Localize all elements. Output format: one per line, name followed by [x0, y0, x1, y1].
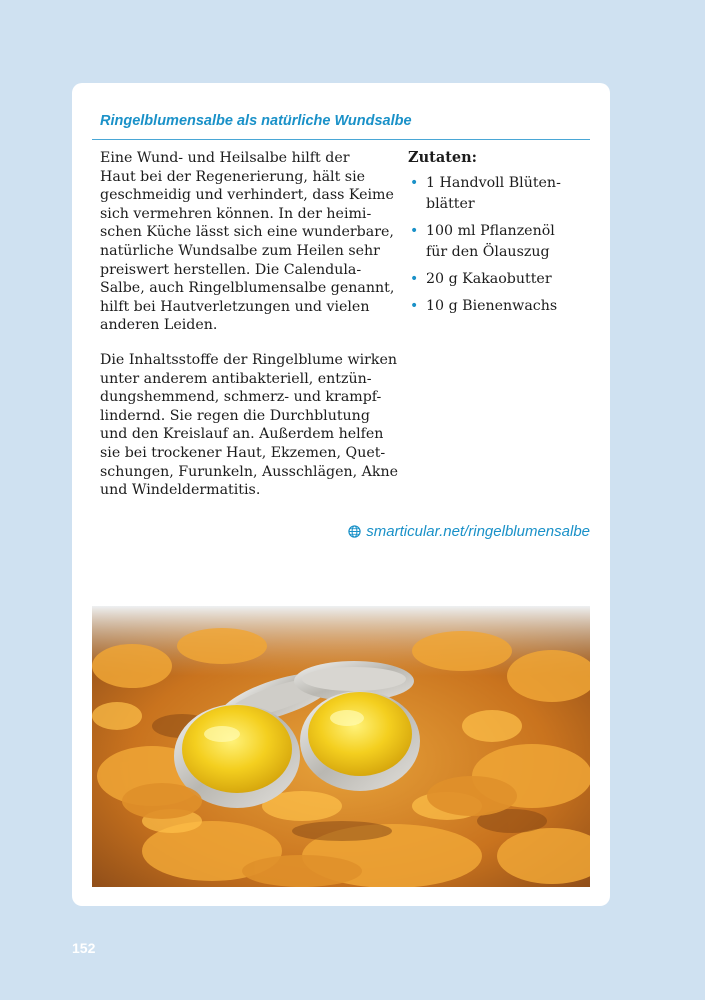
- bullet-icon: •: [410, 298, 419, 314]
- ingredients-title: Zutaten:: [408, 149, 478, 166]
- content-card: [72, 83, 610, 906]
- ingredients-box: [408, 149, 588, 323]
- ingredient-item: [408, 173, 588, 215]
- ingredient-label: 1 Handvoll Blüten- blätter: [426, 175, 561, 212]
- source-link[interactable]: [348, 523, 590, 540]
- body-paragraph-1: Eine Wund- und Heilsalbe hilft der Haut bei der Regenerierung, hält sie geschmeidig und verhindert, dass Keime sich vermehren können. In der heimi- schen Küche lässt sich eine wunderbare, natürliche Wundsalbe zum Heilen sehr preiswert herstellen. Die Calendula- Salbe, auch Ringelblumensalbe genannt, hilft bei Hautverletzungen und vielen anderen Leiden.: [100, 150, 395, 334]
- heading-divider: [92, 139, 590, 140]
- ingredient-label: 20 g Kakaobutter: [426, 271, 552, 287]
- body-text: [100, 149, 400, 516]
- ingredient-label: 100 ml Pflanzenöl für den Ölauszug: [426, 223, 555, 260]
- bullet-icon: •: [410, 271, 419, 287]
- ingredients-list: [408, 173, 588, 317]
- bullet-icon: •: [410, 175, 419, 191]
- globe-icon: [348, 525, 361, 538]
- bullet-icon: •: [410, 223, 419, 239]
- source-link-text[interactable]: smarticular.net/ringelblumensalbe: [366, 523, 590, 540]
- page-number: 152: [72, 940, 96, 956]
- ingredient-item: [408, 221, 588, 263]
- section-heading: Ringelblumensalbe als natürliche Wundsalbe: [100, 113, 412, 129]
- salve-photo: [92, 606, 590, 887]
- ingredient-label: 10 g Bienenwachs: [426, 298, 558, 314]
- body-paragraph-2: Die Inhaltsstoffe der Ringelblume wirken unter anderem antibakteriell, entzün- dungshemmend, schmerz- und krampf- lindernd. Sie regen die Durchblutung und den Kreislauf an. Außerdem helfen sie bei trockener Haut, Ekzemen, Quet- schungen, Furunkeln, Ausschlägen, Akne und Windeldermatitis.: [100, 351, 399, 499]
- ingredient-item: [408, 296, 588, 317]
- calendula-salve-image: [92, 606, 590, 887]
- ingredient-item: [408, 269, 588, 290]
